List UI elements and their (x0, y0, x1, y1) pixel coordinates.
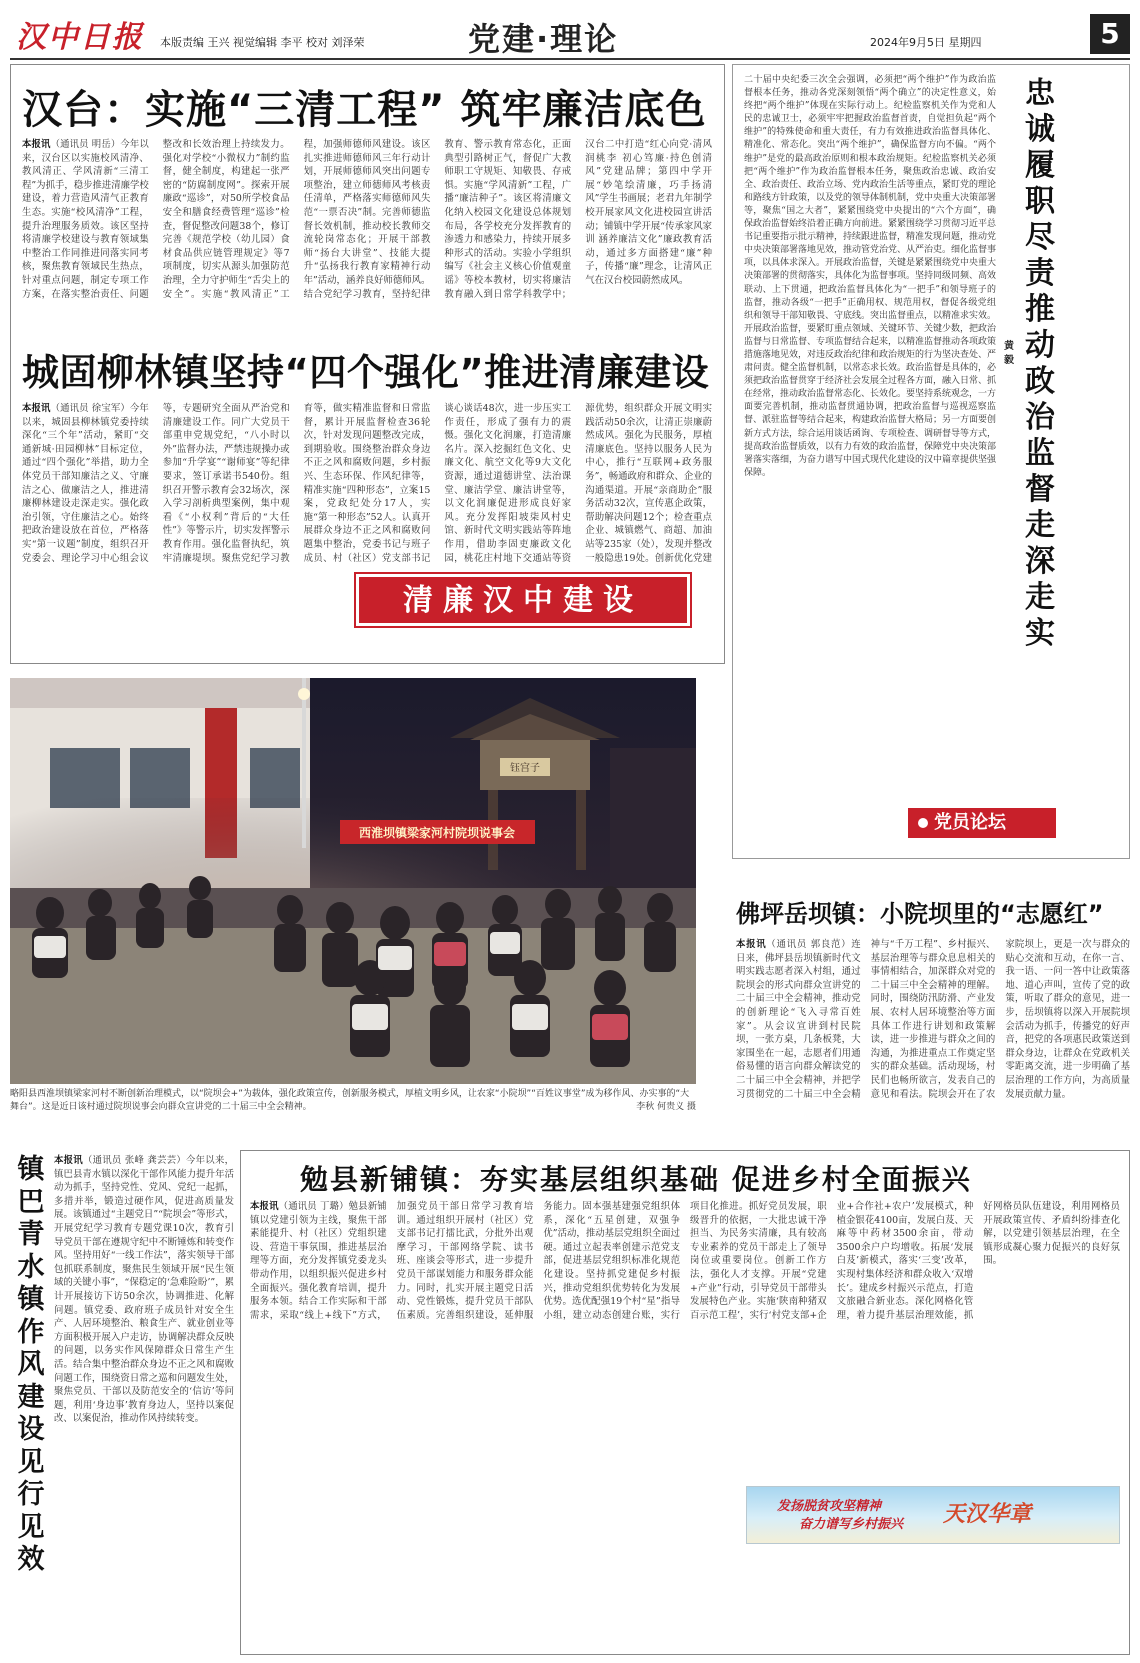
caption-text: 略阳县西淮坝镇梁家河村不断创新治理模式，以“院坝会+”为载体，强化政策宣传，创新服务模式，厚植文明乡风，让农家“小院坝”“百姓议事堂”成为移作风、办实事的“大舞台”。这是近日该村通过院坝说事会向群众宣讲党的二十届三中全会精神。 (10, 1089, 690, 1112)
fuping-lead: 本报讯 (736, 939, 767, 950)
newspaper-logo: 汉中日报 (16, 20, 144, 55)
chenggu-headline: 城固柳林镇坚持“四个强化”推进清廉建设 (22, 351, 710, 394)
zhenba-headline: 镇巴青水镇作风建设见行见效 (17, 1154, 45, 1575)
photo-byline: 李秋 何贵义 摄 (636, 1102, 696, 1112)
fuping-headline: 佛坪岳坝镇：小院坝里的“志愿红” (736, 900, 1104, 928)
banner-brand: 天汉华章 (943, 1501, 1032, 1527)
badge-label: 党员论坛 (934, 812, 1006, 833)
chenggu-body: （通讯员 徐宝军）今年以来，城固县柳林镇党委持续深化“三个年”活动，紧盯“交通新城·田园柳林”目标定位，通过“四个强化”举措，助力全体党员干部知廉洁之义、守廉洁之心、做廉洁之人，推进清廉柳林建设走深走实。强化政治引领，守住廉洁之心。始终把政治建设放在首位，严格落实“第一议题”制度，组织召开党委会、理论学习中心组会议等，专题研究全面从严治党和清廉建设工作。同广大党员干部重申党规党纪，“八小时以外”监督办法，严禁违规操办或参加“升学宴”“谢师宴”等纪律要求，签订承诺书540份。组织召开警示教育会32场次，深入学习剖析典型案例，集中观看《“小权利”背后的“大任性”》等警示片，切实发挥警示教育作用。强化监督执纪，筑牢清廉堤坝。聚焦党纪学习教育等，做实精准监督和日常监督，累计开展监督检查36轮次，针对发现问题整改完成，到期验收。围绕整治群众身边不正之风和腐败问题，乡村振兴、生态环保、作风纪律等，精准实施“四种形态”，立案15案，党政纪处分17人，实施“第一种形态”52人。认真开展群众身边不正之风和腐败问题集中整治，党委书记与班子成员、村（社区）党支部书记谈心谈话48次，进一步压实工作责任，形成了强有力的震慑。强化文化润廉，打造清廉名片。深入挖掘红色文化、史廉文化、航空文化等9大文化资源，通过道德讲堂、法治课堂、廉洁学堂、廉洁讲堂等，以文化润廉促进形成良好家风。充分发挥阳坡柒风村史馆、新时代文明实践站等阵地作用，借助李固吏廉政文化园，桃花庄村地下交通站等资源优势，组织群众开展文明实践活动50余次，让清正崇廉蔚然成风。强化为民服务，厚植清廉底色。坚持以服务人民为中心，推行“互联网+政务服务”，畅通政府和群众、企业的沟通渠道。开展“亲商助企”服务活动32次，宣传惠企政策，帮助解决问题12个；检查重点企业、城镇燃气、商超、加油站等235家（处），发现并整改一般隐患19处。创新优化党建 (22, 403, 712, 564)
meeting-banner-text: 西淮坝镇梁家河村院坝说事会 (358, 826, 516, 840)
chenggu-lead: 本报讯 (22, 403, 51, 414)
chenggu-article (22, 402, 712, 570)
mianxian-article-upper (250, 1200, 1120, 1482)
party-forum-badge (908, 808, 1056, 838)
fuping-body: （通讯员 郭良范）连日来，佛坪县岳坝镇新时代文明实践志愿者深入村组，通过院坝会的形式向群众宣讲党的二十届三中全会精神，推动党的创新理论“飞入寻常百姓家”。从会议宣讲到村民院坝，一张方桌，几条板凳，大家围坐在一起，志愿者们用通俗易懂的语言向群众解读党的二十届三中全会精神，并把学习贯彻党的二十届三中全会精神与“千万工程”、乡村振兴、基层治理等与群众息息相关的事情相结合，加深群众对党的二十届三中全会精神的理解。同时，围绕防汛防滑、产业发展、农村人居环境整治等方面具体工作进行讲划和政策解读，进一步推进与群众之间的沟通，为推进重点工作奠定坚实的群众基础。活动现场，村民们也畅所欲言，发表自己的意见和看法。院坝会开在了农家院坝上，更是一次与群众的贴心交流和互动，在你一言、我一语、一问一答中让政策落地、道心声叫，宣传了党的政策，听取了群众的意见，进一步，岳坝镇将以深入开展院坝会活动为抓手，传播党的好声音，把党的各项惠民政策送到群众身边，让群众在党政机关零距离交流，进一步明确了基层治理的工作方向，为高质量发展贡献力量。 (736, 939, 1130, 1100)
zhenba-article (54, 1154, 234, 1654)
fuping-article (736, 938, 1130, 1142)
hantai-headline: 汉台：实施“三清工程” 筑牢廉洁底色 (22, 87, 707, 133)
mianxian-lead: 本报讯 (250, 1201, 279, 1212)
mianxian-headline: 勉县新铺镇：夯实基层组织基础 促进乡村全面振兴 (300, 1163, 972, 1196)
zhenba-lead: 本报讯 (54, 1155, 83, 1166)
gate-plaque: 钰宫子 (510, 763, 540, 774)
masthead (10, 8, 1130, 60)
bullet-icon (918, 818, 928, 828)
mianxian-body: （通讯员 丁璐）勉县新铺镇以党建引领为主线，聚焦干部素能提升、村（社区）党组织建设、营造干事氛围，推进基层治理等方面，充分发挥镇党委龙头带动作用，以组织振兴促进乡村全面振兴。强化教育培训，提升服务本领。结合工作实际和干部需求，采取“线上+线下”方式，加强党员干部日常学习教育培训。通过组织开展村（社区）党支部书记打擂比武，分批外出观摩学习，干部网络学院、读书班、座谈会等形式，进一步提升党员干部谋划能力和服务群众能力。同时，扎实开展主题党日活动、党性锻炼，提升党员干部队伍素质。完善组织建设，延伸服务能力。固本强基建强党组织体系，深化“五星创建，双强争优”活动，推动基层党组织全面过硬。通过立起表率创建示范党支部，促进基层党组织标准化规范化建设。坚持抓党建促乡村振兴，推动党组织优势转化为发展优势。选优配强19个村“星”指导小组，建立动态创建台账，实行项目化推进。抓好党员发展，职级晋升的依据，一大批忠诚干净担当、为民务实清廉，具有较高专业素养的党员干部走上了领导岗位或重要岗位。创新工作方法，强化人才支撑。开展“党建+产业”行动，引导党员干部带头发展特色产业。实施‘陕南种猪双百示范工程’，实行‘村党支部+企业+合作社+农户’发展模式，种植金银花4100亩，发展白芨、天麻等中药材3500余亩，带动3500余户户均增收。拓展‘发展白芨’新模式，落实‘三变’改革，实现村集体经济和群众收入‘双增长’。建成乡村振兴示范点，打造文旅融合新业态。深化网格化管理，着力提升基层治理效能，抓好网格员队伍建设，利用网格员开展政策宣传、矛盾纠纷排查化解，以党建引领基层治理，在全镇形成凝心聚力促振兴的良好氛围。 (250, 1201, 1120, 1321)
village-meeting-photo (10, 678, 696, 1084)
rural-revitalization-banner (746, 1486, 1120, 1544)
commentary-body-lower (744, 690, 1056, 802)
hantai-article (22, 138, 712, 322)
stamp-text: 清廉汉中建设 (359, 577, 687, 623)
clean-hanzhong-stamp (354, 572, 692, 628)
hantai-lead: 本报讯 (22, 139, 51, 150)
banner-line-1: 发扬脱贫攻坚精神 (777, 1499, 882, 1514)
photo-caption (10, 1088, 696, 1114)
issue-date: 2024年9月5日 星期四 (870, 36, 982, 49)
section-title: 党建·理论 (468, 20, 619, 58)
banner-line-2: 奋力谱写乡村振兴 (799, 1517, 904, 1532)
zhenba-body: （通讯员 张峰 龚芸芸）今年以来，镇巴县青水镇以深化干部作风能力提升年活动为抓手，坚持党性、党风、党纪一起抓，多措并举，锻造过硬作风，促进高质量发展。该镇通过“主题党日”“院坝会”等形式，开展党纪学习教育专题党课10次，教育引导党员干部在遵规守纪中不断锤炼和转变作风。坚持用好“一线工作法”，落实领导干部包抓联系制度，聚焦民生领域开展“民生领域的关键小事”，“保稳定的‘急难险盼’”，累计开展接访下访50余次，协调推进、化解问题。镇党委、政府班子成员针对安全生产、人居环境整治、粮食生产、就业创业等方面积极开展入户走访，协调解决群众反映的问题，以务实作风保障群众日常生产生活。结合集中整治群众身边不正之风和腐败问题工作，围绕资日常之巡和问题发生处，聚焦党员、干部以及防范安全的‘信访’等问题，利用‘身边事’教育身边人，坚持以案促改、以案促治，推动作风持续转变。 (54, 1155, 234, 1425)
mianxian-article-lower (250, 1486, 738, 1650)
hantai-body: （通讯员 明岳）今年以来，汉台区以实施校风清净、教风清正、学风清新“三清工程”为抓手，稳步推进清廉学校建设，着力营造风清气正教育生态。实施“校风清净”工程，提升治理服务质效。该区坚持将清廉学校建设与教育领域集中整治工作同推进同落实同考核，聚焦教育领域民生热点，针对重点问题，制定专项工作方案，在落实整治责任、问题整改和长效治理上持续发力。强化对学校“小微权力”制约监督，健全制度，构建起一张严密的“防腐制度网”。探索开展廉政“巡诊”，对50所学校食品安全和膳食经费管理“巡诊”检查，督促整改问题38个，修订完善《规范学校（幼儿园）食材食品供应链管理规定》等7项制度，切实从源头加强防范治理，全力守护师生“舌尖上的安全”。实施“教风清正”工程，加强师德师风建设。该区扎实推进师德师风三年行动计划，开展师德师风突出问题专项整治，建立师德师风考核责任清单，严格落实师德师风失范“一票否决”制。完善师德监督长效机制，推动校长教师交流轮岗常态化；开展干部教师“扬台大讲堂”、技能大提升“弘扬我行教育家精神行动年”活动，涵养良好师德师风。结合党纪学习教育，坚持纪律教育、警示教育常态化，正面典型引路树正气，督促广大教师职工守规矩、知敬畏、存戒惧。实施“学风清新”工程，广播“廉洁种子”。该区将清廉文化纳入校园文化建设总体规划布局，各学校充分发挥教育的渗透力和感染力，持续开展多种形式的活动。实验小学组织编写《社会主义核心价值观童谣》等校本教材，切实将廉洁教育融入到日常学科教学中；汉台二中打造“红心向党·清风润桃李 初心笃廉·持色创清风”党建品牌；第四中学开展“妙笔绘清廉，巧手扬清风”学生书画展；老君九年制学校开展家风文化进校园宣讲活动；铺镇中学开展“传承家风家训 涵养廉洁文化”廉政教育活动，通过多方面搭建“廉”种子，传播“廉”理念，让清风正气在汉台校园蔚然成风。 (22, 139, 712, 300)
commentary-body-upper: 二十届中央纪委三次全会强调，必须把“两个维护”作为政治监督根本任务，推动各党深刻领悟“两个确立”的决定性意义，始终把“两个维护”体现在实际行动上。纪检监察机关作为党和人民的忠诚卫士，必须牢牢把握政治监督首责，自觉担负起“两个维护”的特殊使命和重大责任，有力有效推进政治监督具体化、精准化、常态化。突出“两个维护”，确保监督方向不偏。“两个维护”是党的最高政治原则和根本政治规矩。纪检监察机关必须把“两个维护”作为政治监督根本任务，聚焦政治忠诚、政治安全、政治责任、政治立场、党内政治生活等重点，紧盯党的理论和路线方针政策，以及党的领导体制机制，党中央重大决策部署等，聚焦“国之大者”，紧紧围绕党中央提出的“六个方面”，确保政治监督始终沿着正确方向前进。紧紧围绕学习贯彻习近平总书记重要指示批示精神，持续跟进监督，精准发现问题，推动党中央决策部署落地见效，推动管党治党、从严治吏。细化监督事项，以具体求深入。开展政治监督，关键是紧紧围绕党中央重大决策部署的贯彻落实，具体化为监督事项。坚持同级同频、高效联动、上下贯通，把政治监督具体化为“一把手”和领导班子的监督，推动各级“一把手”正确用权、规范用权，督促各级党组织和领导干部知敬畏、守底线。突出监督重点，以精准求实效。开展政治监督，要紧盯重点领域、关键环节、关键少数，把政治监督与日常监督、专项监督结合起来，以精准监督推动各项政策措施落地见效，对违反政治纪律和政治规矩的行为坚决查处、严肃问责。健全监督机制，以常态求长效。政治监督是具体的，必须把政治监督贯穿于经济社会发展全过程各方面，融入日常、抓在经常，推动政治监督常态化、长效化。要坚持系统观念，一方面要完善机制，推动监督贯通协调，把政治监督与巡视巡察监督、派驻监督等结合起来，构建政治监督大格局；另一方面要创新方式方法，综合运用谈话函询、专项检查、调研督导等方式，提高政治监督质效，以有力有效的政治监督，保障党中央决策部署落实落细，为奋力谱写中国式现代化建设的汉中篇章提供坚强保障。 (744, 75, 996, 478)
commentary-title: 忠诚履职尽责推动政治监督走深走实 (1025, 76, 1055, 651)
editor-credits: 本版责编 王兴 视觉编辑 李平 校对 刘泽荣 (160, 36, 365, 49)
commentary-author: 黄毅 (1004, 341, 1014, 366)
page-number: 5 (1090, 14, 1130, 54)
photo-illustration (10, 678, 696, 1084)
